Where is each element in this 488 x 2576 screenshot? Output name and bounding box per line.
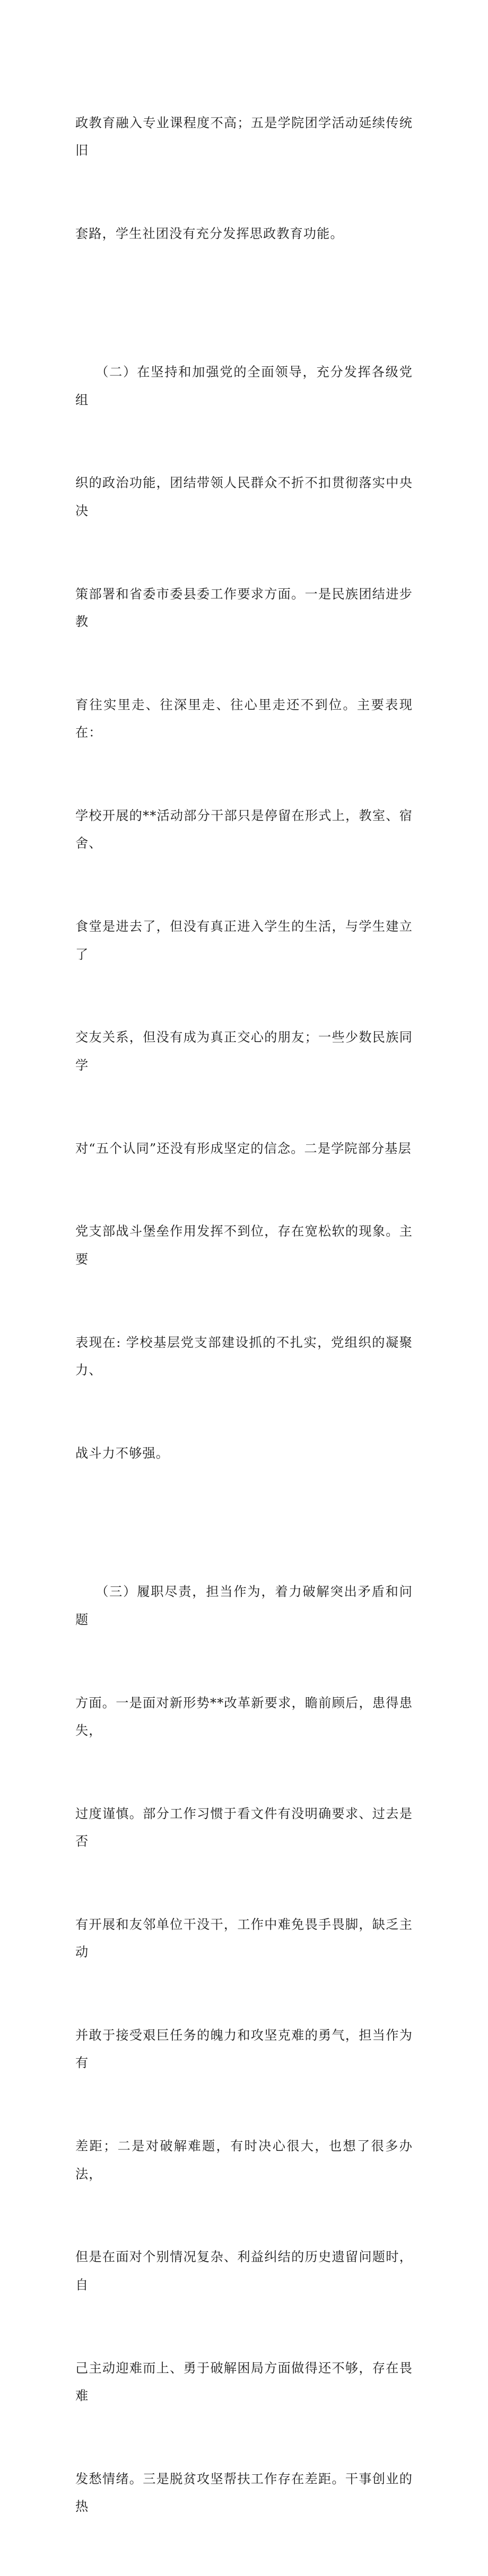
text-line: 学校开展的**活动部分干部只是停留在形式上，教室、宿舍、 — [75, 808, 413, 851]
text-line: 织的政治功能，团结带领人民群众不折不扣贯彻落实中央决 — [75, 475, 413, 518]
text-line: 政教育融入专业课程度不高；五是学院团学活动延续传统旧 — [75, 115, 413, 158]
text-line: （三）履职尽责，担当作为，着力破解突出矛盾和问题 — [75, 1584, 413, 1627]
paragraph-3 — [75, 1523, 413, 2576]
text-line: 但是在面对个别情况复杂、利益纠结的历史遗留问题时，自 — [75, 2249, 413, 2292]
text-line: 有开展和友邻单位干没干，工作中难免畏手畏脚，缺乏主动 — [75, 1917, 413, 1960]
text-line: 交友关系，但没有成为真正交心的朋友；一些少数民族同学 — [75, 1030, 413, 1073]
text-line: 党支部战斗堡垒作用发挥不到位，存在宽松软的现象。主要 — [75, 1224, 413, 1267]
text-line: 策部署和省委市委县委工作要求方面。一是民族团结进步教 — [75, 586, 413, 629]
text-line: 发愁情绪。三是脱贫攻坚帮扶工作存在差距。干事创业的热 — [75, 2471, 413, 2515]
body-text — [75, 54, 413, 2576]
text-line: 套路，学生社团没有充分发挥思政教育功能。 — [75, 226, 344, 241]
text-line: 方面。一是面对新形势**改革新要求，瞻前顾后，患得患失， — [75, 1695, 413, 1738]
text-line: 并敢于接受艰巨任务的魄力和攻坚克难的勇气，担当作为有 — [75, 2028, 413, 2071]
text-line: 战斗力不够强。 — [75, 1445, 170, 1461]
paragraph-1 — [75, 54, 413, 303]
text-line: 育往实里走、往深里走、往心里走还不到位。主要表现在： — [75, 697, 413, 740]
paragraph-2 — [75, 303, 413, 1523]
text-line: 差距；二是对破解难题，有时决心很大，也想了很多办法， — [75, 2139, 413, 2182]
text-line: （二）在坚持和加强党的全面领导，充分发挥各级党组 — [75, 365, 413, 408]
text-line: 对“五个认同”还没有形成坚定的信念。二是学院部分基层 — [75, 1141, 412, 1156]
text-line: 食堂是进去了，但没有真正进入学生的生活，与学生建立了 — [75, 919, 413, 962]
text-line: 己主动迎难而上、勇于破解困局方面做得还不够，存在畏难 — [75, 2360, 413, 2403]
text-line: 表现在: 学校基层党支部建设抓的不扎实，党组织的凝聚力、 — [75, 1335, 413, 1378]
text-line: 过度谨慎。部分工作习惯于看文件有没明确要求、过去是否 — [75, 1806, 413, 1849]
